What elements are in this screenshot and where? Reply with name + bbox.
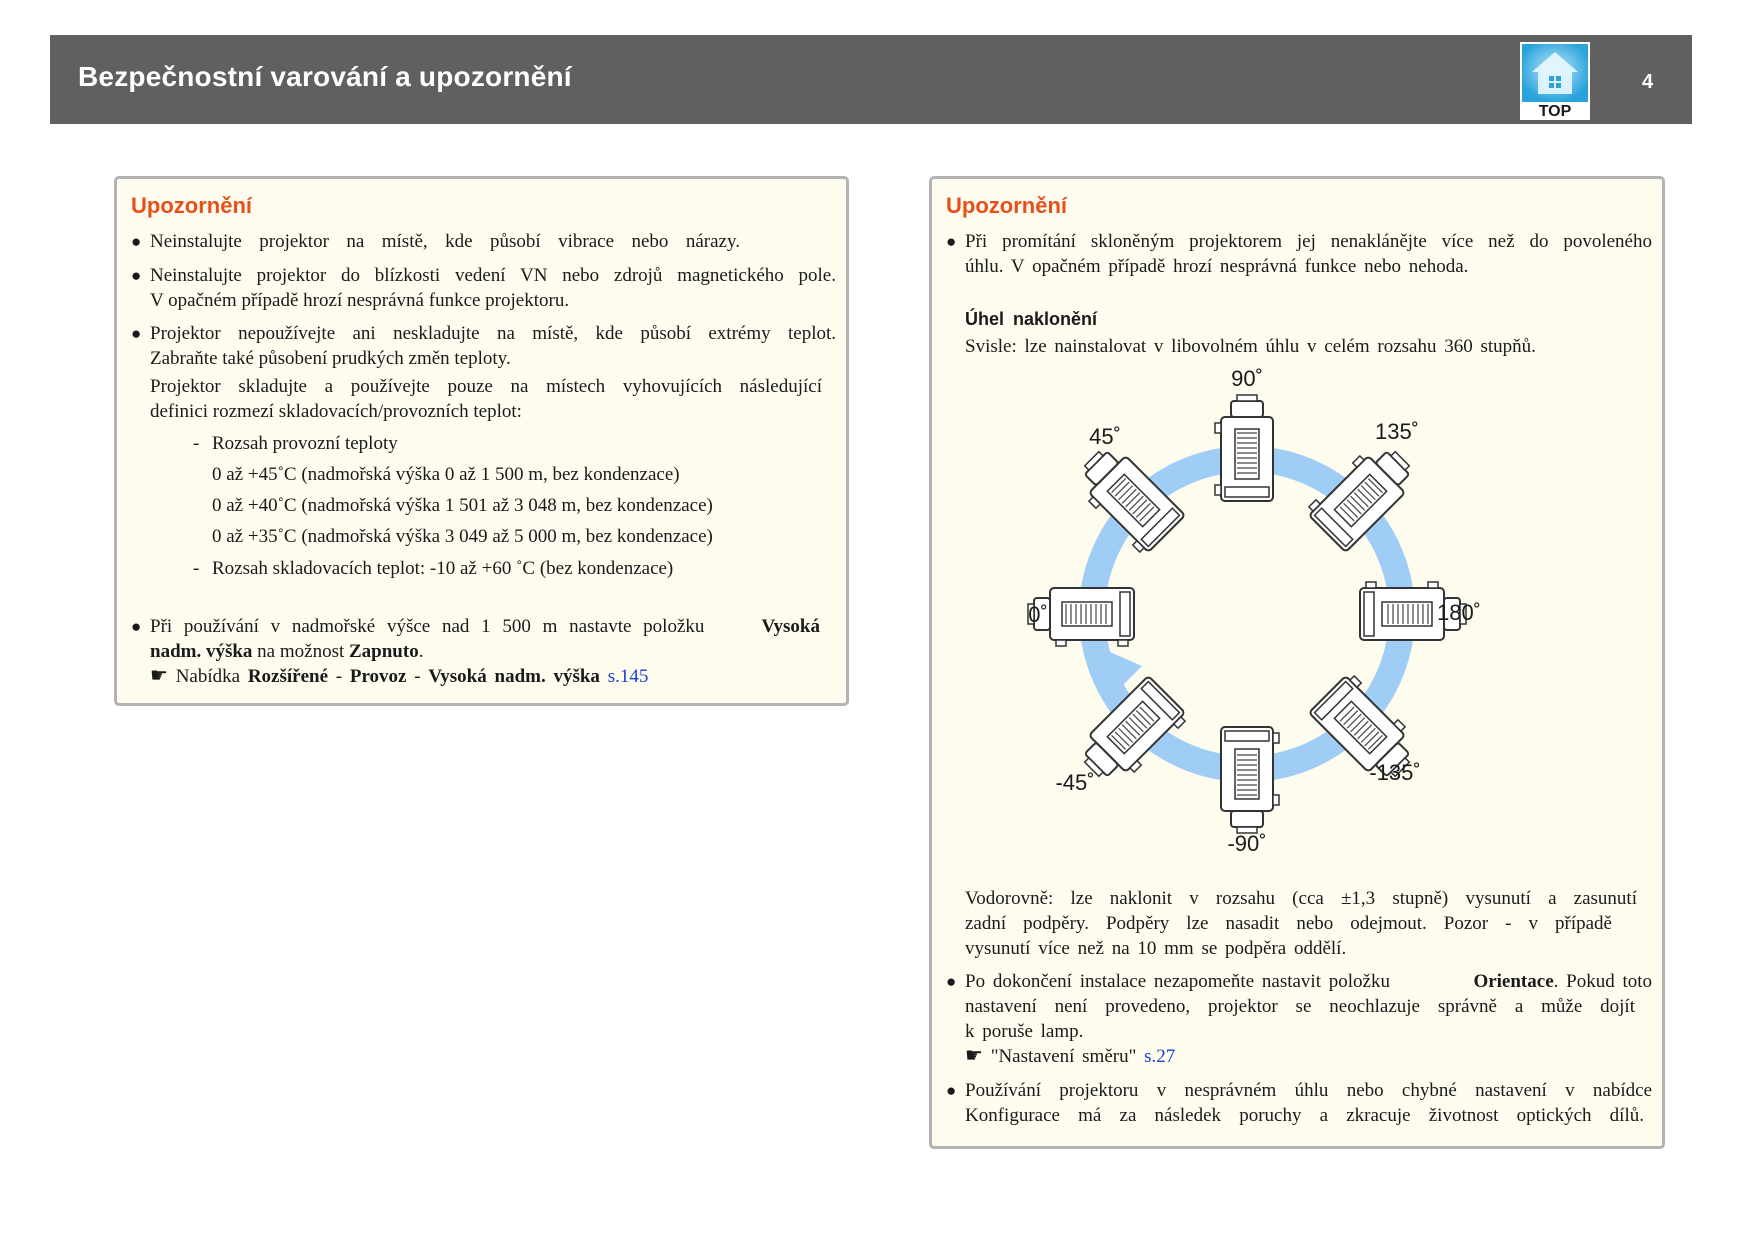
home-icon <box>1520 42 1590 120</box>
caution-title: Upozornění <box>131 193 252 218</box>
item-text: Po dokončení instalace nezapomeňte nastavit položku <box>965 971 1390 992</box>
page-title: Bezpečnostní varování a upozornění <box>78 61 572 92</box>
caution-item-line: Konfigurace má za následek poruchy a zkracuje životnost optických dílů. <box>965 1105 1644 1126</box>
ref-text: Nabídka <box>175 666 241 687</box>
angle-label: -90˚ <box>1227 831 1267 856</box>
setting-name: Orientace <box>1473 971 1554 992</box>
angle-label: 0˚ <box>1028 602 1048 627</box>
menu-reference <box>965 1043 1175 1069</box>
angle-label: 180˚ <box>1436 600 1482 625</box>
horizontal-text-line: vysunutí více než na 10 mm se podpěra oddělí. <box>965 938 1347 959</box>
item-text: na možnost <box>257 641 345 662</box>
top-label: TOP <box>1538 103 1572 120</box>
ref-sep: - <box>414 666 421 687</box>
bullet-icon: ● <box>946 1081 957 1100</box>
projector-135-icon <box>1305 436 1421 552</box>
caution-item-line: úhlu. V opačném případě hrozí nesprávná funkce nebo nehoda. <box>965 256 1469 277</box>
angle-label: -135˚ <box>1369 760 1421 785</box>
bullet-icon: ● <box>131 232 142 251</box>
caution-item-line <box>965 969 1652 994</box>
caution-title: Upozornění <box>946 193 1067 218</box>
top-button[interactable] <box>1520 42 1590 120</box>
bullet-icon: ● <box>946 232 957 251</box>
caution-item: Neinstalujte projektor na místě, kde působí vibrace nebo nárazy. <box>150 231 740 252</box>
caution-item-line: nastavení není provedeno, projektor se neochlazuje správně a může dojít <box>965 996 1635 1017</box>
tilt-angle-diagram <box>1012 364 1512 864</box>
angle-label: 135˚ <box>1374 419 1420 444</box>
angle-label: -45˚ <box>1055 770 1095 795</box>
projector-90-icon <box>1215 395 1273 501</box>
setting-value: Zapnuto <box>349 641 419 662</box>
horizontal-text-line: zadní podpěry. Podpěry lze nasadit nebo odejmout. Pozor - v případě <box>965 913 1612 934</box>
page-header <box>50 35 1692 124</box>
dash-marker: - <box>193 433 200 454</box>
range-value: 0 až +45˚C (nadmořská výška 0 až 1 500 m, bez kondenzace) <box>212 464 680 485</box>
caution-box-right <box>929 176 1665 1149</box>
bullet-icon: ● <box>131 617 142 636</box>
caution-item-line: Projektor skladujte a používejte pouze na místech vyhovujících následující <box>150 376 822 397</box>
menu-path: Rozšířené <box>247 666 329 687</box>
item-text: Při používání v nadmořské výšce nad 1 500 m nastavte položku <box>150 616 705 637</box>
caution-item-line <box>150 639 423 664</box>
caution-item-line: Neinstalujte projektor do blízkosti vedení VN nebo zdrojů magnetického pole. <box>150 265 836 286</box>
caution-item-line: k poruše lamp. <box>965 1021 1084 1042</box>
ref-sep: - <box>335 666 343 687</box>
range-title: Rozsah provozní teploty <box>212 433 398 454</box>
angle-label: 45˚ <box>1089 424 1121 449</box>
page-link[interactable]: s.27 <box>1144 1046 1176 1067</box>
item-text: . <box>418 641 424 662</box>
pointing-hand-icon: ☛ <box>965 1043 983 1067</box>
bullet-icon: ● <box>131 324 142 343</box>
range-value: 0 až +35˚C (nadmořská výška 3 049 až 5 000 m, bez kondenzace) <box>212 526 713 547</box>
page-link[interactable]: s.145 <box>607 666 649 687</box>
caution-box-left <box>114 176 849 706</box>
caution-item-line: Používání projektoru v nesprávném úhlu nebo chybné nastavení v nabídce <box>965 1080 1652 1101</box>
caution-item-line: definici rozmezí skladovacích/provozních teplot: <box>150 401 522 422</box>
angle-label: 90˚ <box>1231 366 1263 391</box>
caution-item-line: Zabraňte také působení prudkých změn teploty. <box>150 348 511 369</box>
pointing-hand-icon: ☛ <box>150 663 168 687</box>
menu-reference <box>150 663 648 689</box>
caution-item-line: Při promítání skloněným projektorem jej nenaklánějte více než do povoleného <box>965 231 1652 252</box>
caution-item-line <box>150 614 820 639</box>
vertical-text: Svisle: lze nainstalovat v libovolném úhlu v celém rozsahu 360 stupňů. <box>965 336 1536 357</box>
caution-item-line: V opačném případě hrozí nesprávná funkce projektoru. <box>150 290 570 311</box>
bullet-icon: ● <box>946 972 957 991</box>
setting-name: nadm. výška <box>150 641 253 662</box>
subheading: Úhel naklonění <box>965 309 1098 329</box>
menu-path: Provoz <box>349 666 407 687</box>
projector-45-icon <box>1069 440 1185 556</box>
range-value: 0 až +40˚C (nadmořská výška 1 501 až 3 048 m, bez kondenzace) <box>212 495 713 516</box>
menu-path: Vysoká nadm. výška <box>428 666 600 687</box>
range-storage: Rozsah skladovacích teplot: -10 až +60 ˚C (bez kondenzace) <box>212 558 674 579</box>
caution-item-line: Projektor nepoužívejte ani neskladujte na místě, kde působí extrémy teplot. <box>150 323 836 344</box>
dash-marker: - <box>193 558 200 579</box>
setting-name: Vysoká <box>761 616 820 637</box>
bullet-icon: ● <box>131 266 142 285</box>
ref-text: "Nastavení směru" <box>990 1046 1137 1067</box>
horizontal-text-line: Vodorovně: lze naklonit v rozsahu (cca ±1,3 stupně) vysunutí a zasunutí <box>965 888 1637 909</box>
item-text: . Pokud toto <box>1553 971 1652 992</box>
page-number: 4 <box>1642 71 1654 93</box>
projector-minus90-icon <box>1221 727 1279 833</box>
